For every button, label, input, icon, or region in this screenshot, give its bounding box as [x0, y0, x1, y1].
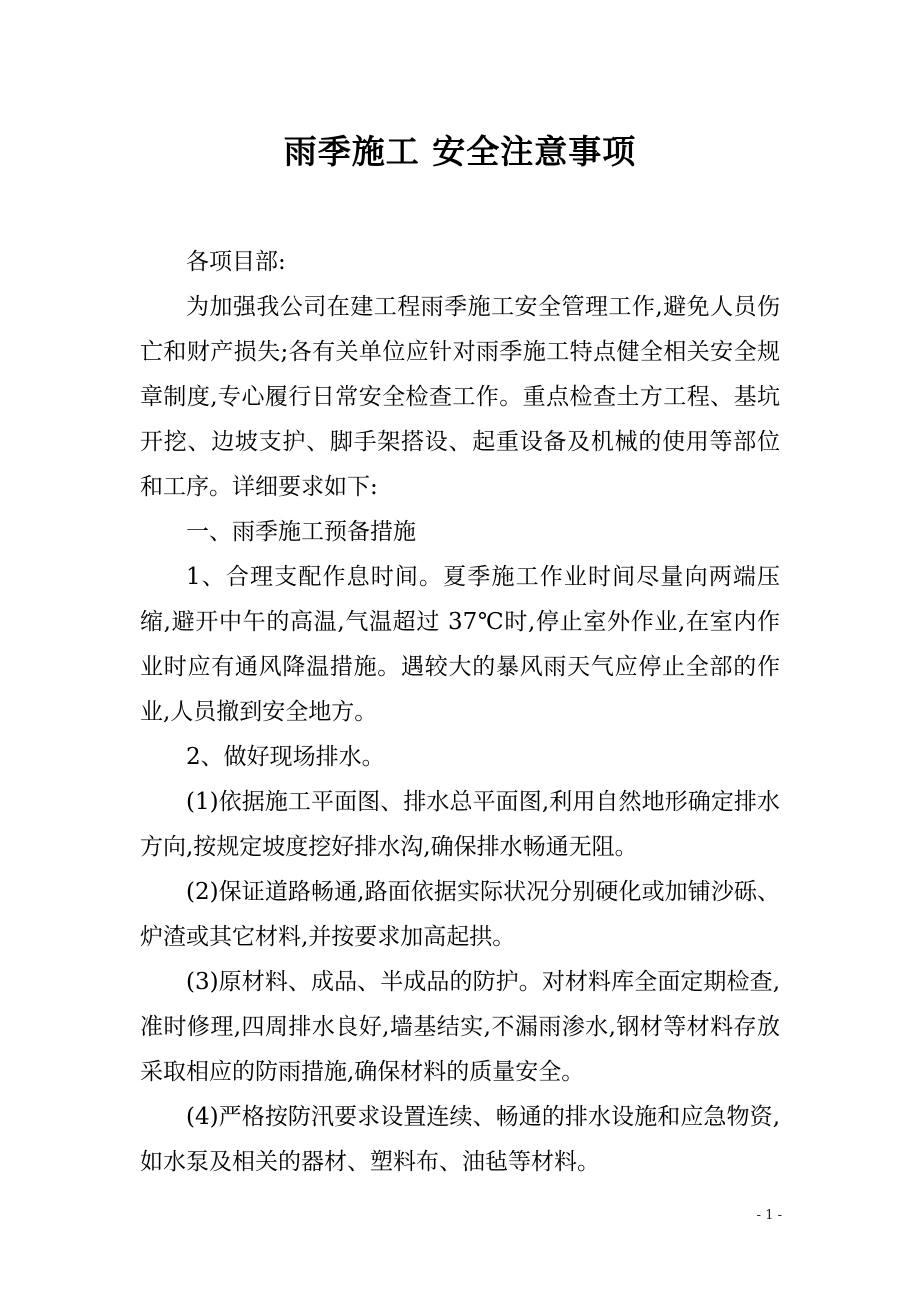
- sub-item-1-paragraph: (1)依据施工平面图、排水总平面图,利用自然地形确定排水方向,按规定坡度挖好排水沟,确保排水畅通无阻。: [140, 789, 780, 860]
- salutation: 各项目部:: [186, 249, 286, 275]
- item-1-paragraph: 1、合理支配作息时间。夏季施工作业时间尽量向两端压缩,避开中午的高温,气温超过 37℃时,停止室外作业,在室内作业时应有通风降温措施。遇较大的暴风雨天气应停止全部的作业,人员撤到安全地方。: [140, 564, 780, 725]
- item-2-paragraph: 2、做好现场排水。: [186, 744, 385, 770]
- sub-item-2-paragraph: (2)保证道路畅通,路面依据实际状况分别硬化或加铺沙砾、炉渣或其它材料,并按要求加高起拱。: [140, 879, 780, 950]
- section-heading: 一、雨季施工预备措施: [186, 519, 416, 545]
- document-body: [140, 240, 780, 1185]
- sub-item-3-paragraph: (3)原材料、成品、半成品的防护。对材料库全面定期检查,准时修理,四周排水良好,墙基结实,不漏雨渗水,钢材等材料存放采取相应的防雨措施,确保材料的质量安全。: [140, 969, 780, 1085]
- page-number: - 1 -: [756, 1208, 782, 1223]
- document-title: 雨季施工 安全注意事项: [283, 132, 637, 171]
- sub-item-4-paragraph: (4)严格按防汛要求设置连续、畅通的排水设施和应急物资,如水泵及相关的器材、塑料布、油毡等材料。: [140, 1104, 780, 1175]
- intro-paragraph: 为加强我公司在建工程雨季施工安全管理工作,避免人员伤亡和财产损失;各有关单位应针对雨季施工特点健全相关安全规章制度,专心履行日常安全检查工作。重点检查土方工程、基坑开挖、边坡支护、脚手架搭设、起重设备及机械的使用等部位和工序。详细要求如下:: [140, 294, 780, 500]
